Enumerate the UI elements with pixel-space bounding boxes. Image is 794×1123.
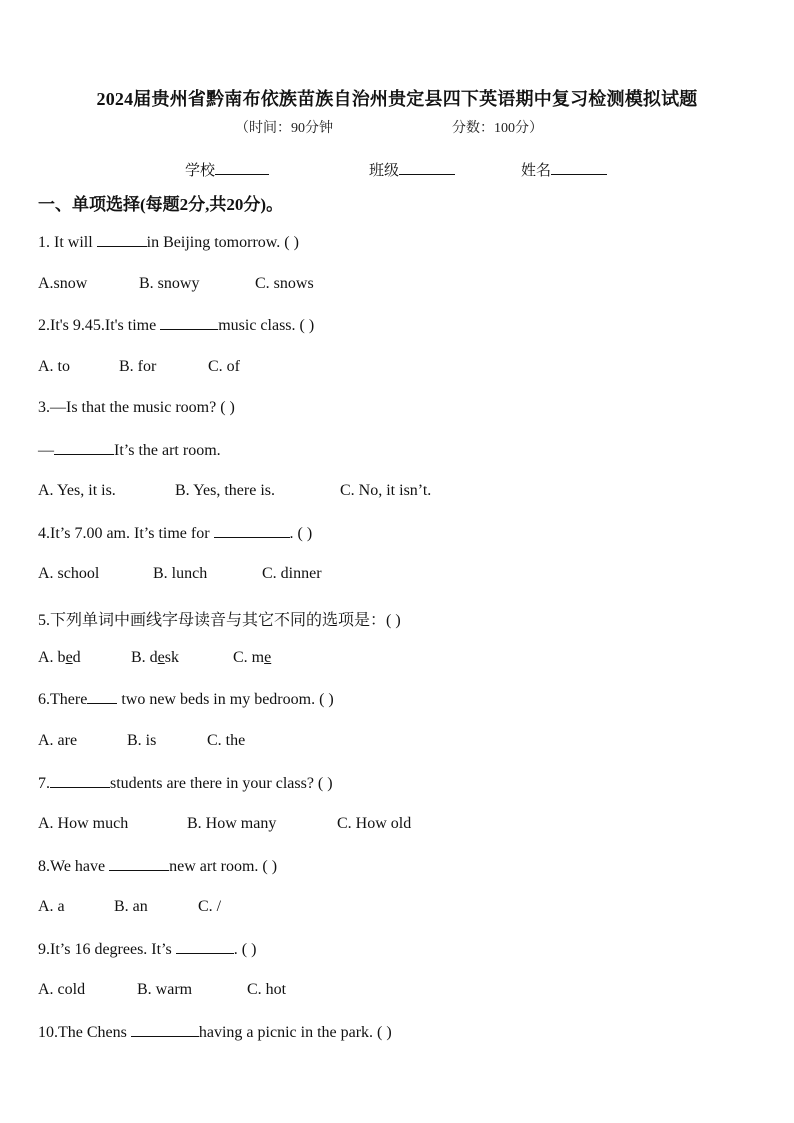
- answer-blank[interactable]: [131, 1023, 199, 1037]
- question-text: 7.: [38, 775, 50, 792]
- question-3: [38, 399, 235, 417]
- question-10: [38, 1023, 392, 1042]
- question-text: students are there in your class? ( ): [110, 775, 333, 792]
- answer-blank[interactable]: [176, 940, 234, 954]
- school-blank[interactable]: [215, 160, 269, 175]
- page-title: 2024届贵州省黔南布依族苗族自治州贵定县四下英语期中复习检测模拟试题: [96, 89, 698, 109]
- answer-blank[interactable]: [54, 441, 114, 455]
- answer-blank[interactable]: [109, 857, 169, 871]
- exam-score: 分数：100分）: [452, 121, 543, 136]
- answer-blank[interactable]: [160, 316, 218, 330]
- question-text: It’s the art room.: [114, 442, 221, 459]
- question-5: [38, 607, 401, 630]
- section-title: 一、单项选择(每题2分,共20分)。: [38, 195, 284, 214]
- name-blank[interactable]: [551, 160, 607, 175]
- school-field[interactable]: [185, 159, 269, 180]
- class-label: 班级: [369, 163, 400, 179]
- option-c[interactable]: C. /: [198, 898, 222, 915]
- option-c[interactable]: C. the: [207, 732, 246, 749]
- option-a[interactable]: A. cold: [38, 981, 86, 998]
- option-c[interactable]: C. hot: [247, 981, 287, 998]
- option-a[interactable]: A. Yes, it is.: [38, 482, 116, 499]
- option-a[interactable]: A. are: [38, 732, 78, 749]
- question-text: music class. ( ): [218, 317, 315, 334]
- option-c[interactable]: C. No, it isn’t.: [340, 482, 432, 499]
- option-c[interactable]: C. me: [233, 649, 272, 666]
- question-text: having a picnic in the park. ( ): [198, 1024, 392, 1041]
- option-c[interactable]: C. dinner: [262, 565, 322, 582]
- question-7: [38, 774, 333, 793]
- answer-blank[interactable]: [50, 774, 110, 788]
- question-text: 3.—Is that the music room? ( ): [38, 399, 235, 416]
- option-b[interactable]: B. an: [114, 898, 148, 915]
- option-b[interactable]: B. Yes, there is.: [175, 482, 276, 499]
- class-blank[interactable]: [399, 160, 455, 175]
- question-9: [38, 940, 256, 959]
- option-a[interactable]: A.snow: [38, 275, 88, 292]
- question-8: [38, 857, 277, 876]
- school-label: 学校: [185, 163, 216, 179]
- name-field[interactable]: [521, 159, 607, 180]
- answer-blank[interactable]: [87, 690, 117, 704]
- question-text: —: [38, 442, 54, 459]
- answer-blank[interactable]: [97, 233, 147, 247]
- option-b[interactable]: B. snowy: [139, 275, 200, 292]
- option-b[interactable]: B. warm: [137, 981, 193, 998]
- question-text: 9.It’s 16 degrees. It’s: [38, 941, 176, 958]
- question-text: . ( ): [233, 941, 257, 958]
- question-text: in Beijing tomorrow. ( ): [146, 234, 299, 251]
- question-text: 6.There: [38, 691, 88, 708]
- option-c[interactable]: C. of: [208, 358, 240, 375]
- option-c[interactable]: C. snows: [255, 275, 314, 292]
- question-1: [38, 233, 299, 252]
- option-a[interactable]: A. a: [38, 898, 65, 915]
- option-b[interactable]: B. is: [127, 732, 157, 749]
- question-4: [38, 524, 312, 543]
- option-a[interactable]: A. to: [38, 358, 70, 375]
- question-text: new art room. ( ): [169, 858, 278, 875]
- option-a[interactable]: A. school: [38, 565, 100, 582]
- option-b[interactable]: B. desk: [131, 649, 180, 666]
- question-text: 10.The Chens: [38, 1024, 131, 1041]
- question-3-reply: [38, 441, 221, 460]
- option-a[interactable]: A. bed: [38, 649, 81, 666]
- option-c[interactable]: C. How old: [337, 815, 412, 832]
- option-b[interactable]: B. for: [119, 358, 157, 375]
- question-text: . ( ): [289, 525, 313, 542]
- question-2: [38, 316, 314, 335]
- question-text: 1. It will: [38, 234, 97, 251]
- question-text: 4.It’s 7.00 am. It’s time for: [38, 525, 214, 542]
- option-b[interactable]: B. How many: [187, 815, 277, 832]
- question-text: 5.下列单词中画线字母读音与其它不同的选项是：( ): [38, 612, 401, 629]
- option-b[interactable]: B. lunch: [153, 565, 208, 582]
- question-text: 8.We have: [38, 858, 110, 875]
- question-text: two new beds in my bedroom. ( ): [117, 691, 334, 708]
- exam-time: （时间：90分钟: [235, 121, 333, 136]
- name-label: 姓名: [521, 163, 552, 179]
- answer-blank[interactable]: [214, 524, 290, 538]
- class-field[interactable]: [369, 159, 455, 180]
- option-a[interactable]: A. How much: [38, 815, 129, 832]
- question-6: [38, 690, 334, 709]
- question-text: 2.It's 9.45.It's time: [38, 317, 161, 334]
